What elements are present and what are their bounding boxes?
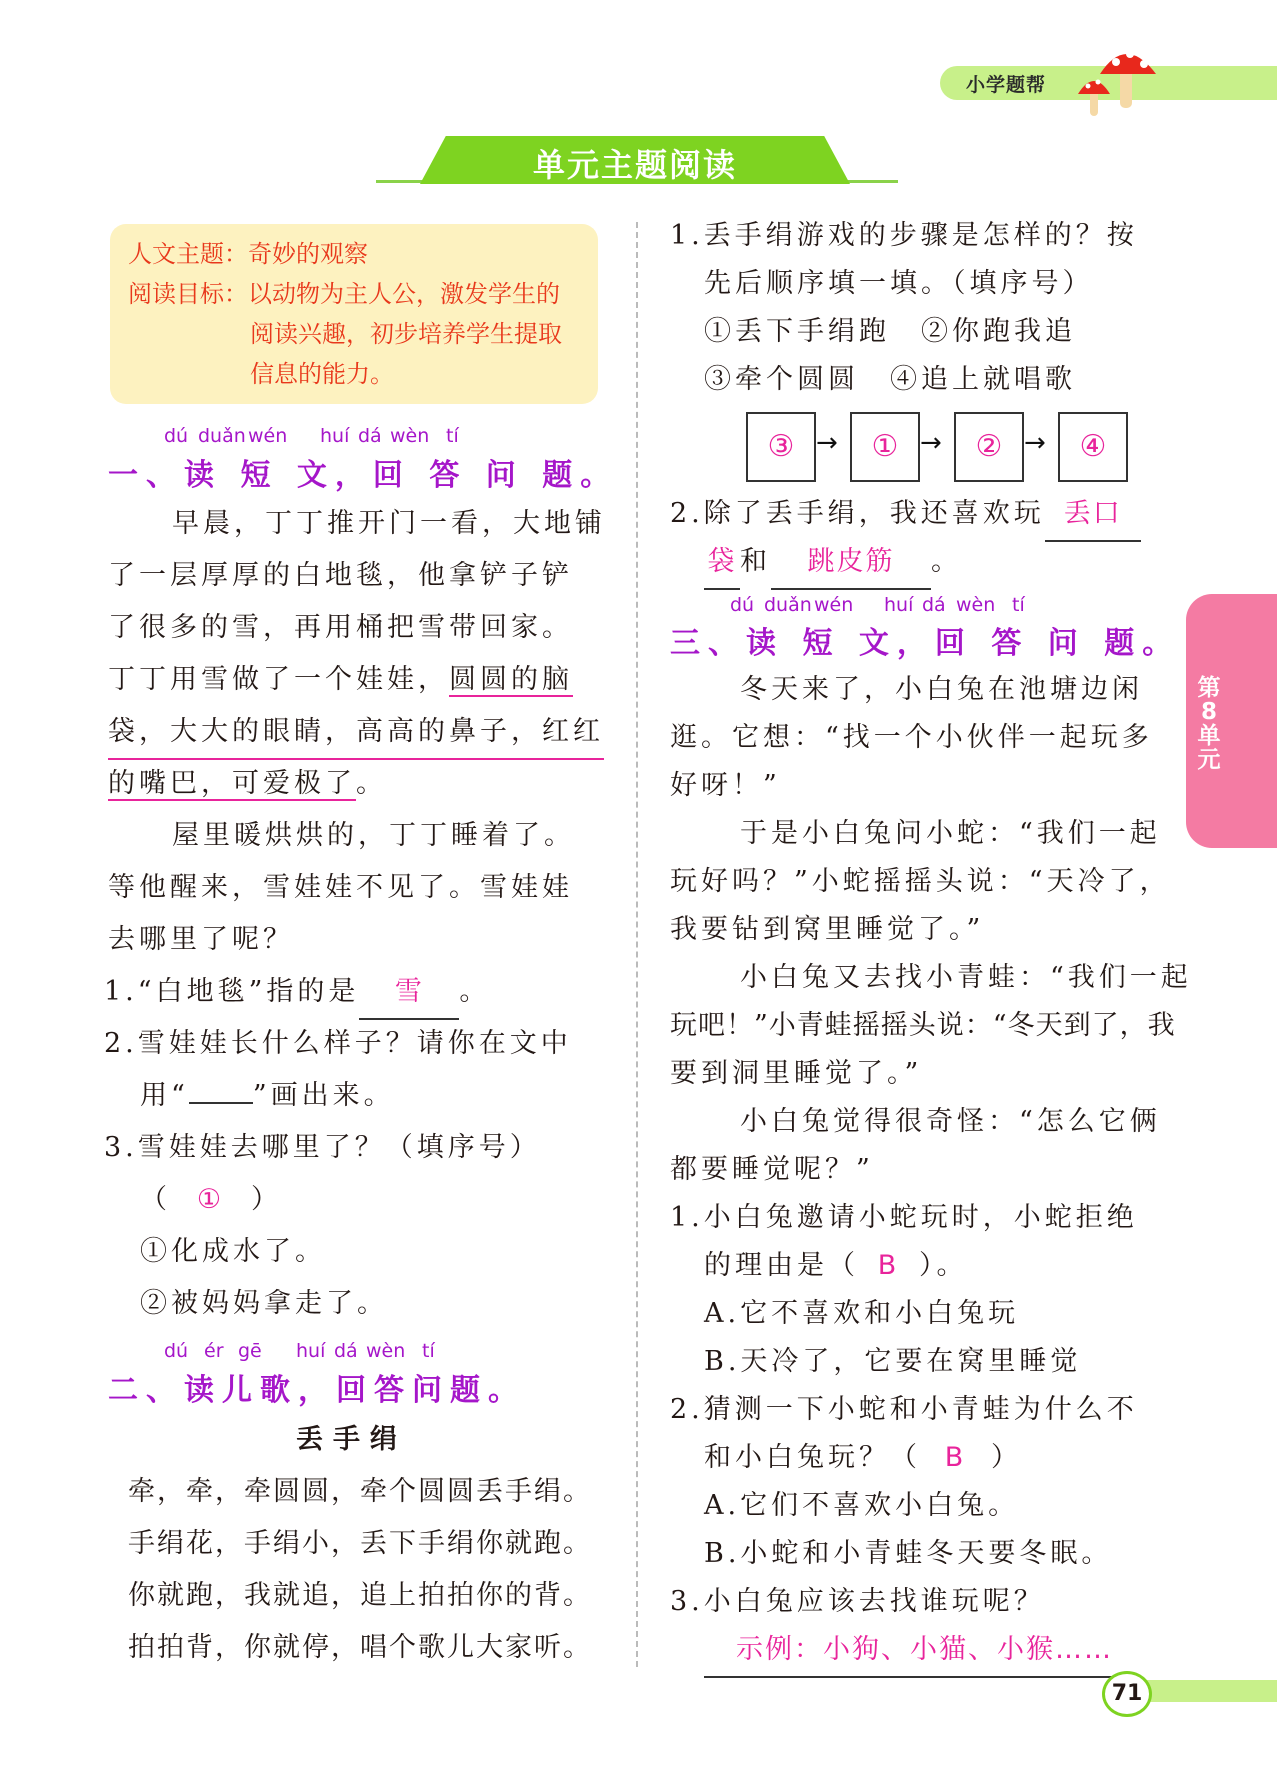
passage-line: 我要钻到窝里睡觉了。” — [670, 914, 985, 945]
page-number: 71 — [1102, 1671, 1152, 1717]
passage-line: 好呀！” — [670, 770, 781, 801]
answer-line — [704, 1624, 1140, 1678]
passage-line: 逛。它想：“找一个小伙伴一起玩多 — [670, 722, 1153, 753]
unit-char: 单 — [1197, 723, 1221, 749]
passage-line: 了一层厚厚的白地毯，他拿铲子铲 — [108, 560, 573, 591]
goal-line: 阅读兴趣，初步培养学生提取 — [250, 320, 562, 348]
arrow-icon: → — [1024, 428, 1046, 458]
section-title: 一、读 短 文，回 答 问 题。 — [108, 458, 619, 493]
poem-line: 拍拍背，你就停，唱个歌儿大家听。 — [128, 1632, 592, 1663]
question-2: 2.雪娃娃长什么样子？请你在文中 — [104, 1028, 572, 1059]
pinyin: huí — [320, 425, 350, 447]
answer-box: ④ — [1058, 412, 1128, 482]
option: A.它不喜欢和小白兔玩 — [704, 1298, 1020, 1329]
passage-line: 玩好吗？”小蛇摇摇头说：“天冷了， — [670, 866, 1171, 897]
question-text: ） — [991, 1442, 1022, 1473]
passage-line: 都要睡觉呢？” — [670, 1154, 874, 1185]
unit-char: 8 — [1200, 699, 1217, 725]
option: A.它们不喜欢小白兔。 — [704, 1490, 1020, 1521]
option: B.天冷了，它要在窝里睡觉 — [704, 1346, 1082, 1377]
question-1-cont: 先后顺序填一填。（填序号） — [704, 268, 1094, 299]
question-text: ）。 — [919, 1250, 968, 1281]
answer-box: ③ — [746, 412, 816, 482]
passage-line: 等他醒来，雪娃娃不见了。雪娃娃 — [108, 872, 573, 903]
passage-line: 要到洞里睡觉了。” — [670, 1058, 923, 1089]
poem-line: 你就跑，我就追，追上拍拍你的背。 — [128, 1580, 592, 1611]
answer: B — [877, 1250, 901, 1281]
question-2-cont — [704, 1432, 1022, 1484]
page-title: 单元主题阅读 — [532, 146, 737, 184]
question-text: 和小白兔玩？（ — [704, 1442, 921, 1473]
question-2: 2.猜测一下小蛇和小青蛙为什么不 — [670, 1394, 1138, 1425]
answer-box: ① — [850, 412, 920, 482]
question-text: 2.除了丢手绢，我还喜欢玩 — [670, 498, 1045, 529]
pinyin: tí — [446, 425, 459, 447]
underlined-text: 袋，大大的眼睛，高高的鼻子，红红 — [108, 706, 604, 760]
answer: 示例：小狗、小猫、小猴…… — [736, 1634, 1113, 1665]
pinyin: wèn — [956, 594, 996, 616]
unit-char: 第 — [1197, 675, 1221, 701]
passage-line — [108, 758, 387, 810]
pinyin: dá — [358, 425, 382, 447]
answer: B — [944, 1442, 968, 1473]
pinyin: wén — [814, 594, 854, 616]
question-text: ”画出来。 — [252, 1080, 395, 1111]
passage-line: 了很多的雪，再用桶把雪带回家。 — [108, 612, 573, 643]
question-text: 的理由是（ — [704, 1250, 859, 1281]
pinyin: duǎn — [764, 594, 812, 616]
question-1: 1.小白兔邀请小蛇玩时，小蛇拒绝 — [670, 1202, 1138, 1233]
question-3: 3.小白兔应该去找谁玩呢？ — [670, 1586, 1045, 1617]
pinyin: tí — [422, 1340, 435, 1362]
passage-line: 屋里暖烘烘的，丁丁睡着了。 — [172, 820, 575, 851]
answer-paren — [140, 1174, 282, 1226]
paren: （ — [140, 1184, 171, 1215]
answer: ① — [196, 1184, 226, 1215]
pinyin: wén — [248, 425, 288, 447]
goal-line: 阅读目标：以动物为主人公，激发学生的 — [128, 280, 560, 308]
passage-text: 。 — [356, 768, 387, 799]
question-text: 1.“白地毯”指的是 — [104, 976, 360, 1007]
pinyin: dú — [164, 1340, 189, 1362]
theme-box — [110, 224, 598, 404]
option: B.小蛇和小青蛙冬天要冬眠。 — [704, 1538, 1113, 1569]
question-2-cont — [704, 536, 962, 590]
question-2-cont — [140, 1070, 395, 1122]
question-1-cont — [704, 1240, 968, 1292]
passage-line: 玩吧！”小青蛙摇摇头说：“冬天到了，我 — [670, 1010, 1176, 1041]
arrow-icon: → — [920, 428, 942, 458]
pinyin: tí — [1012, 594, 1025, 616]
unit-label — [1194, 676, 1224, 772]
pinyin: huí — [296, 1340, 326, 1362]
pinyin: wèn — [390, 425, 430, 447]
question-text: 。 — [459, 976, 491, 1007]
poem-line: 牵，牵，牵圆圆，牵个圆圆丢手绢。 — [128, 1476, 592, 1507]
pinyin: wèn — [366, 1340, 406, 1362]
page-number-bar — [1140, 1680, 1277, 1702]
answer-blank: 雪 — [359, 966, 459, 1020]
question-1 — [104, 966, 490, 1020]
brand-text: 小学题帮 — [966, 74, 1047, 96]
answer-blank: 跳皮筋 — [771, 536, 931, 590]
pinyin: gē — [238, 1340, 262, 1362]
theme-line: 人文主题：奇妙的观察 — [128, 240, 368, 268]
pinyin: huí — [884, 594, 914, 616]
pinyin: dú — [730, 594, 755, 616]
poem-title: 丢手绢 — [296, 1424, 407, 1455]
paren: ） — [251, 1184, 282, 1215]
options: ③牵个圆圆 ④追上就唱歌 — [704, 364, 1076, 395]
question-1: 1.丢手绢游戏的步骤是怎样的？按 — [670, 220, 1138, 251]
question-text: 和 — [740, 546, 771, 577]
option: ①化成水了。 — [140, 1236, 326, 1267]
pinyin: duǎn — [198, 425, 246, 447]
passage-line: 小白兔又去找小青蛙：“我们一起 — [740, 962, 1192, 993]
passage-line: 冬天来了，小白兔在池塘边闲 — [740, 674, 1143, 705]
answer-blank: 袋 — [704, 536, 740, 590]
passage-line: 小白兔觉得很奇怪：“怎么它俩 — [740, 1106, 1161, 1137]
question-text: 用“ — [140, 1080, 189, 1111]
passage-text: 丁丁用雪做了一个娃娃， — [108, 664, 449, 695]
answer-blank: 丢口 — [1045, 488, 1141, 542]
answer-box: ② — [954, 412, 1024, 482]
passage-line: 早晨，丁丁推开门一看，大地铺 — [172, 508, 606, 539]
question-2 — [670, 488, 1141, 542]
option: ②被妈妈拿走了。 — [140, 1288, 388, 1319]
passage-line: 于是小白兔问小蛇：“我们一起 — [740, 818, 1161, 849]
unit-char: 元 — [1197, 747, 1221, 773]
column-divider — [636, 222, 638, 1667]
passage-line — [108, 654, 573, 706]
underlined-text: 的嘴巴，可爱极了 — [108, 768, 356, 799]
passage-line: 去哪里了呢？ — [108, 924, 294, 955]
pinyin: ér — [204, 1340, 224, 1362]
pinyin: dá — [334, 1340, 358, 1362]
poem-line: 手绢花，手绢小，丢下手绢你就跑。 — [128, 1528, 592, 1559]
pinyin: dú — [164, 425, 189, 447]
question-3: 3.雪娃娃去哪里了？（填序号） — [104, 1132, 541, 1163]
question-text: 。 — [931, 546, 962, 577]
pinyin: dá — [922, 594, 946, 616]
mushroom-icon — [1060, 40, 1170, 120]
arrow-icon: → — [816, 428, 838, 458]
underlined-text: 圆圆的脑 — [449, 664, 573, 695]
section-title: 三、读 短 文，回 答 问 题。 — [670, 626, 1181, 661]
section-title: 二、读儿歌，回答问题。 — [108, 1373, 526, 1408]
options: ①丢下手绢跑 ②你跑我追 — [704, 316, 1076, 347]
goal-line: 信息的能力。 — [250, 360, 394, 388]
